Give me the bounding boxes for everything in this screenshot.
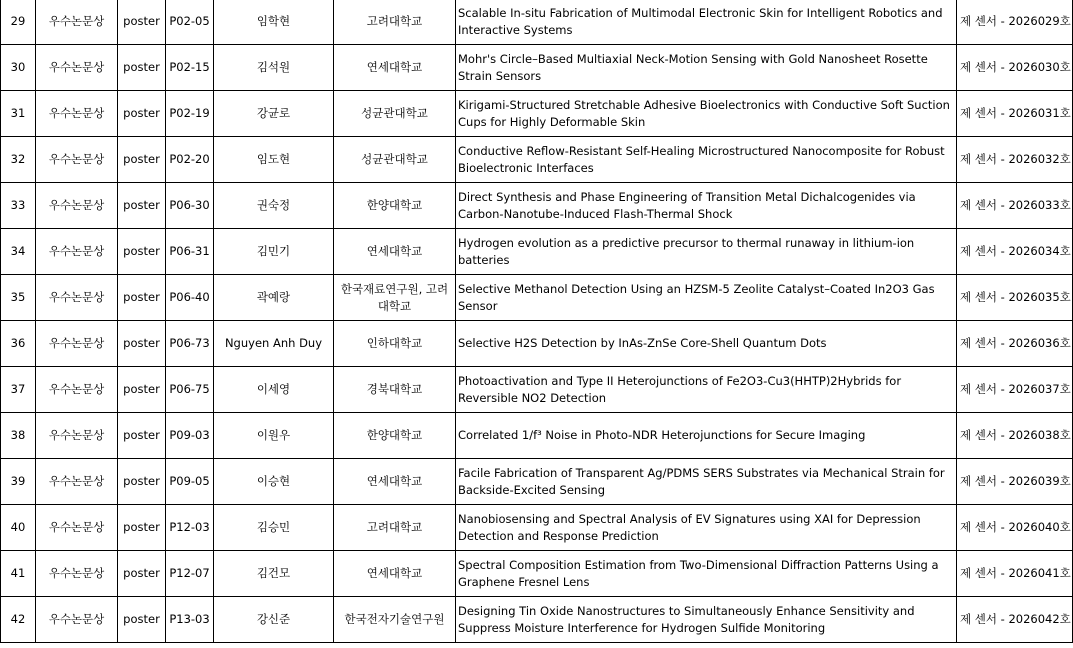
table-row	[1, 229, 1073, 275]
award-type: 우수논문상	[36, 459, 118, 505]
paper-title: Mohr's Circle–Based Multiaxial Neck-Motion Sensing with Gold Nanosheet Rosette Strain Sensors	[456, 45, 957, 91]
row-number: 33	[1, 183, 36, 229]
paper-code: P12-07	[166, 551, 214, 597]
row-number: 42	[1, 597, 36, 643]
paper-title: Kirigami-Structured Stretchable Adhesive Bioelectronics with Conductive Soft Suction Cups for Highly Deformable Skin	[456, 91, 957, 137]
paper-code: P02-15	[166, 45, 214, 91]
author-name: 이원우	[214, 413, 334, 459]
award-type: 우수논문상	[36, 551, 118, 597]
certificate-number: 제 센서 - 2026035호	[957, 275, 1073, 321]
row-number: 32	[1, 137, 36, 183]
paper-code: P12-03	[166, 505, 214, 551]
paper-title: Nanobiosensing and Spectral Analysis of EV Signatures using XAI for Depression Detection and Response Prediction	[456, 505, 957, 551]
row-number: 40	[1, 505, 36, 551]
table-row	[1, 505, 1073, 551]
certificate-number: 제 센서 - 2026038호	[957, 413, 1073, 459]
presentation-type: poster	[118, 0, 166, 45]
certificate-number: 제 센서 - 2026032호	[957, 137, 1073, 183]
affiliation: 한양대학교	[334, 413, 456, 459]
award-type: 우수논문상	[36, 183, 118, 229]
award-type: 우수논문상	[36, 137, 118, 183]
presentation-type: poster	[118, 229, 166, 275]
row-number: 29	[1, 0, 36, 45]
author-name: 이세영	[214, 367, 334, 413]
paper-title: Photoactivation and Type II Heterojunctions of Fe2O3-Cu3(HHTP)2Hybrids for Reversible NO2 Detection	[456, 367, 957, 413]
table-row	[1, 137, 1073, 183]
paper-title: Conductive Reflow-Resistant Self-Healing Microstructured Nanocomposite for Robust Bioelectronic Interfaces	[456, 137, 957, 183]
paper-code: P06-75	[166, 367, 214, 413]
affiliation: 고려대학교	[334, 0, 456, 45]
row-number: 38	[1, 413, 36, 459]
award-type: 우수논문상	[36, 229, 118, 275]
affiliation: 연세대학교	[334, 45, 456, 91]
author-name: 김건모	[214, 551, 334, 597]
author-name: 이승현	[214, 459, 334, 505]
paper-title: Hydrogen evolution as a predictive precursor to thermal runaway in lithium-ion batteries	[456, 229, 957, 275]
author-name: 곽예랑	[214, 275, 334, 321]
certificate-number: 제 센서 - 2026036호	[957, 321, 1073, 367]
paper-title: Selective H2S Detection by InAs-ZnSe Core-Shell Quantum Dots	[456, 321, 957, 367]
author-name: Nguyen Anh Duy	[214, 321, 334, 367]
table-row	[1, 413, 1073, 459]
author-name: 강균로	[214, 91, 334, 137]
affiliation: 연세대학교	[334, 551, 456, 597]
affiliation: 성균관대학교	[334, 137, 456, 183]
award-type: 우수논문상	[36, 505, 118, 551]
award-type: 우수논문상	[36, 91, 118, 137]
row-number: 36	[1, 321, 36, 367]
row-number: 41	[1, 551, 36, 597]
presentation-type: poster	[118, 275, 166, 321]
paper-title: Scalable In-situ Fabrication of Multimodal Electronic Skin for Intelligent Robotics and Interactive Systems	[456, 0, 957, 45]
certificate-number: 제 센서 - 2026031호	[957, 91, 1073, 137]
affiliation: 경북대학교	[334, 367, 456, 413]
certificate-number: 제 센서 - 2026041호	[957, 551, 1073, 597]
author-name: 강신준	[214, 597, 334, 643]
paper-code: P06-31	[166, 229, 214, 275]
author-name: 김석원	[214, 45, 334, 91]
paper-title: Spectral Composition Estimation from Two-Dimensional Diffraction Patterns Using a Graphene Fresnel Lens	[456, 551, 957, 597]
paper-code: P02-19	[166, 91, 214, 137]
table-row	[1, 321, 1073, 367]
affiliation: 연세대학교	[334, 459, 456, 505]
certificate-number: 제 센서 - 2026040호	[957, 505, 1073, 551]
row-number: 31	[1, 91, 36, 137]
affiliation: 한국재료연구원, 고려대학교	[334, 275, 456, 321]
award-type: 우수논문상	[36, 275, 118, 321]
affiliation: 한양대학교	[334, 183, 456, 229]
table-row	[1, 597, 1073, 643]
award-type: 우수논문상	[36, 597, 118, 643]
affiliation: 인하대학교	[334, 321, 456, 367]
award-type: 우수논문상	[36, 413, 118, 459]
table-row	[1, 0, 1073, 45]
presentation-type: poster	[118, 597, 166, 643]
presentation-type: poster	[118, 183, 166, 229]
row-number: 30	[1, 45, 36, 91]
author-name: 권숙정	[214, 183, 334, 229]
awards-table-body	[1, 0, 1073, 643]
certificate-number: 제 센서 - 2026029호	[957, 0, 1073, 45]
table-row	[1, 551, 1073, 597]
certificate-number: 제 센서 - 2026037호	[957, 367, 1073, 413]
paper-code: P06-73	[166, 321, 214, 367]
paper-code: P06-40	[166, 275, 214, 321]
certificate-number: 제 센서 - 2026039호	[957, 459, 1073, 505]
paper-code: P13-03	[166, 597, 214, 643]
paper-code: P09-03	[166, 413, 214, 459]
presentation-type: poster	[118, 367, 166, 413]
award-type: 우수논문상	[36, 367, 118, 413]
certificate-number: 제 센서 - 2026030호	[957, 45, 1073, 91]
affiliation: 한국전자기술연구원	[334, 597, 456, 643]
presentation-type: poster	[118, 321, 166, 367]
award-type: 우수논문상	[36, 0, 118, 45]
paper-title: Facile Fabrication of Transparent Ag/PDMS SERS Substrates via Mechanical Strain for Backside-Excited Sensing	[456, 459, 957, 505]
paper-title: Correlated 1/f³ Noise in Photo-NDR Heterojunctions for Secure Imaging	[456, 413, 957, 459]
row-number: 37	[1, 367, 36, 413]
certificate-number: 제 센서 - 2026042호	[957, 597, 1073, 643]
paper-title: Direct Synthesis and Phase Engineering of Transition Metal Dichalcogenides via Carbon-Nanotube-Induced Flash-Thermal Shock	[456, 183, 957, 229]
author-name: 임도현	[214, 137, 334, 183]
presentation-type: poster	[118, 459, 166, 505]
certificate-number: 제 센서 - 2026034호	[957, 229, 1073, 275]
row-number: 39	[1, 459, 36, 505]
presentation-type: poster	[118, 137, 166, 183]
author-name: 임학현	[214, 0, 334, 45]
table-row	[1, 183, 1073, 229]
table-row	[1, 459, 1073, 505]
affiliation: 성균관대학교	[334, 91, 456, 137]
paper-title: Designing Tin Oxide Nanostructures to Simultaneously Enhance Sensitivity and Suppress Moisture Interference for Hydrogen Sulfide Monitoring	[456, 597, 957, 643]
presentation-type: poster	[118, 505, 166, 551]
row-number: 34	[1, 229, 36, 275]
affiliation: 연세대학교	[334, 229, 456, 275]
author-name: 김승민	[214, 505, 334, 551]
row-number: 35	[1, 275, 36, 321]
paper-code: P09-05	[166, 459, 214, 505]
paper-title: Selective Methanol Detection Using an HZSM-5 Zeolite Catalyst–Coated In2O3 Gas Sensor	[456, 275, 957, 321]
award-type: 우수논문상	[36, 321, 118, 367]
table-row	[1, 45, 1073, 91]
paper-code: P06-30	[166, 183, 214, 229]
presentation-type: poster	[118, 45, 166, 91]
table-row	[1, 91, 1073, 137]
affiliation: 고려대학교	[334, 505, 456, 551]
certificate-number: 제 센서 - 2026033호	[957, 183, 1073, 229]
presentation-type: poster	[118, 413, 166, 459]
paper-code: P02-05	[166, 0, 214, 45]
presentation-type: poster	[118, 91, 166, 137]
paper-code: P02-20	[166, 137, 214, 183]
award-type: 우수논문상	[36, 45, 118, 91]
table-row	[1, 367, 1073, 413]
author-name: 김민기	[214, 229, 334, 275]
table-row	[1, 275, 1073, 321]
presentation-type: poster	[118, 551, 166, 597]
